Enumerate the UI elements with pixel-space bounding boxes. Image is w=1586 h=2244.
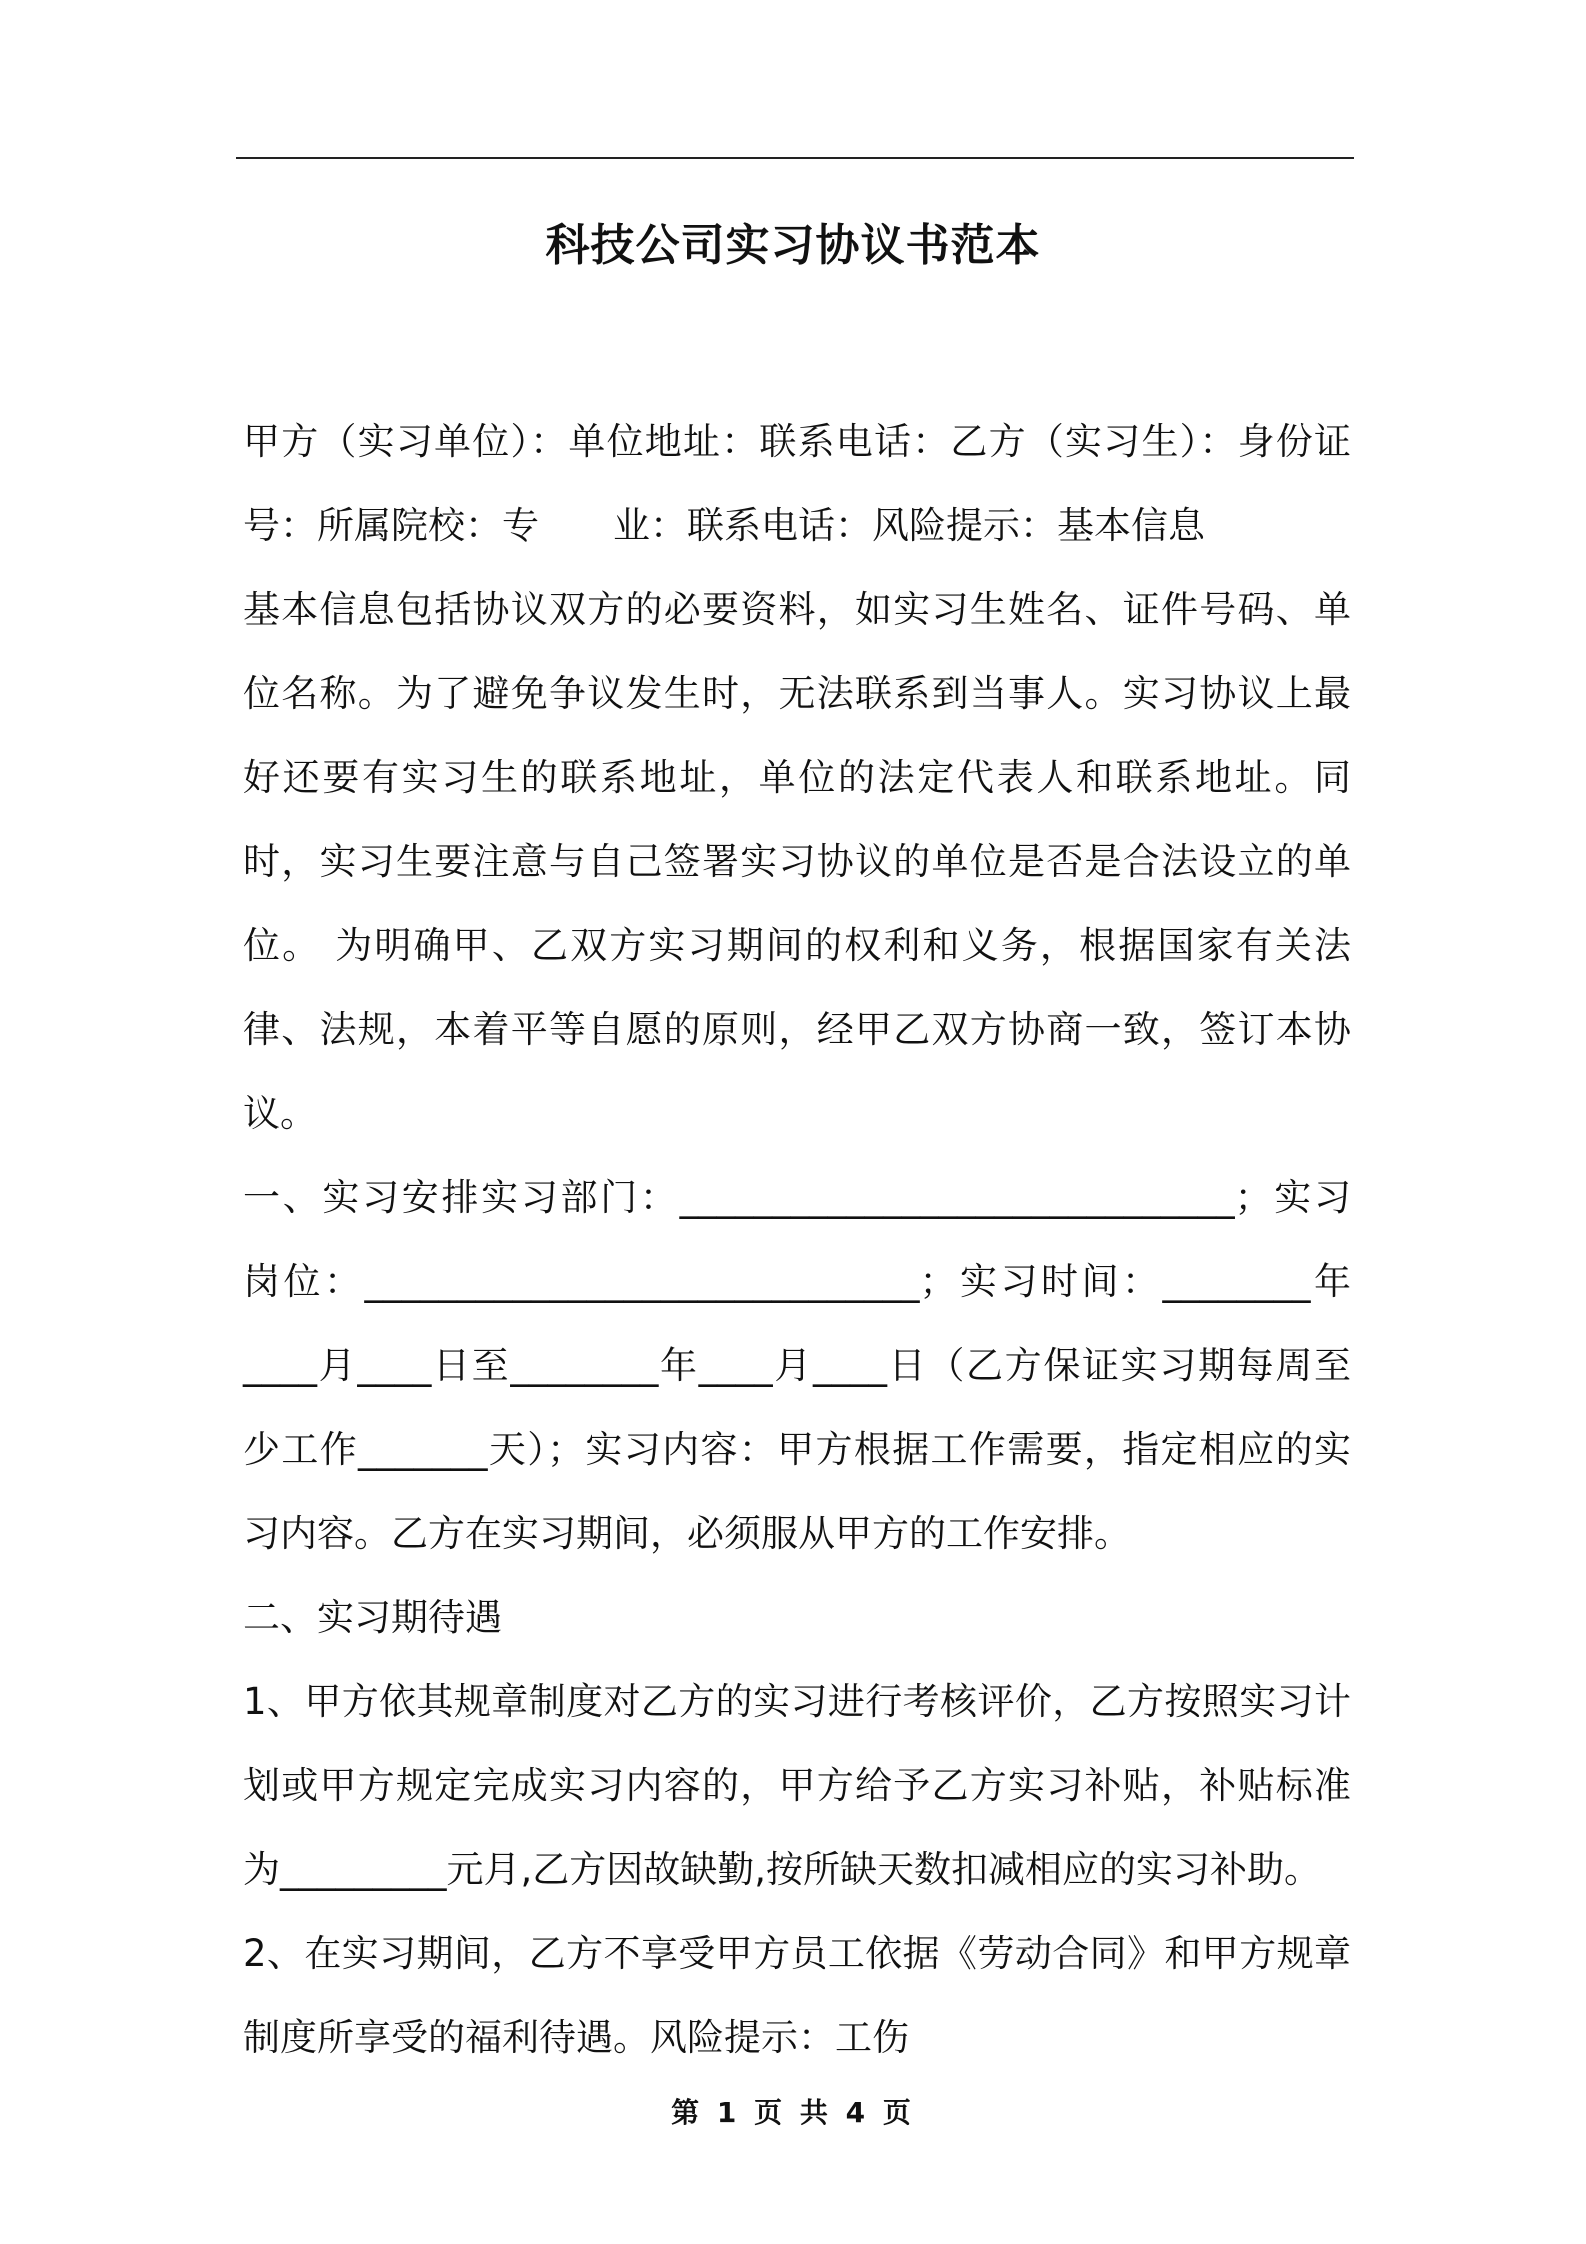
paragraph-basic-info: 基本信息包括协议双方的必要资料，如实习生姓名、证件号码、单位名称。为了避免争议发生时，无法联系到当事人。实习协议上最好还要有实习生的联系地址，单位的法定代表人和联系地址。同时，实习生要注意与自己签署实习协议的单位是否是合法设立的单位。 为明确甲、乙双方实习期间的权利和义务，根据国家有关法律、法规，本着平等自愿的原则，经甲乙双方协商一致，签订本协议。 — [243, 588, 1351, 1135]
document-title: 科技公司实习协议书范本 — [545, 220, 1041, 271]
paragraph-clause-2: 2、在实习期间，乙方不享受甲方员工依据《劳动合同》和甲方规章制度所享受的福利待遇。风险提示：工伤 — [243, 1932, 1351, 2059]
header-rule — [236, 157, 1354, 159]
page-number-footer: 第 1 页 共 4 页 — [671, 2096, 915, 2129]
paragraph-parties-info: 甲方（实习单位）：单位地址：联系电话：乙方（实习生）：身份证号：所属院校：专 业：联系电话：风险提示：基本信息 — [243, 420, 1351, 547]
document-body — [243, 400, 1351, 2080]
paragraph-internship-arrangement: 一、实习安排实习部门：______________________________；实习岗位：______________________________；实习时间：________年____月____日至________年____月____日（乙方保证实习期每周至少工作_______天）；实习内容：甲方根据工作需要，指定相应的实习内容。乙方在实习期间，必须服从甲方的工作安排。 — [243, 1176, 1351, 1555]
paragraph-clause-1: 1、甲方依其规章制度对乙方的实习进行考核评价，乙方按照实习计划或甲方规定完成实习内容的，甲方给予乙方实习补贴，补贴标准为_________元月,乙方因故缺勤,按所缺天数扣减相应的实习补助。 — [243, 1680, 1351, 1891]
section-heading-benefits: 二、实习期待遇 — [243, 1596, 502, 1639]
